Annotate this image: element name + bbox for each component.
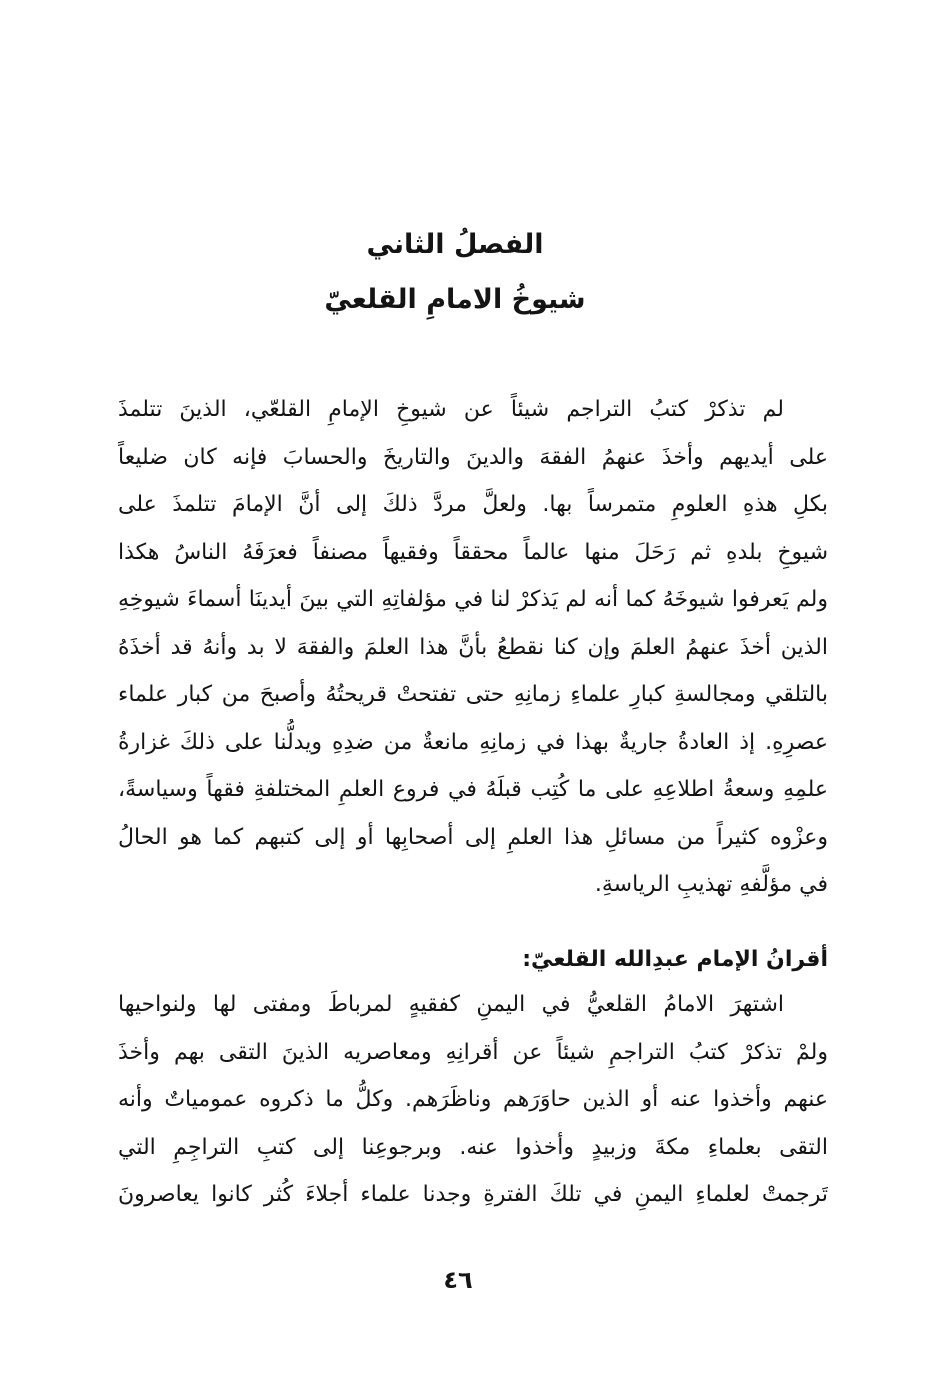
paragraph-line: ولم يَعرفوا شيوخَهُ كما أنه لم يَذكرْ لنا في مؤلفاتِهِ التي بينَ أيدينَا أسماءَ شيوخِهِ bbox=[118, 587, 828, 612]
chapter-title: شيوخُ الامامِ القلعيّ bbox=[324, 284, 586, 315]
paragraph-line: اشتهرَ الامامُ القلعيُّ في اليمنِ كفقيهٍ لمرباطَ ومفتى لها ولنواحيها bbox=[118, 992, 784, 1017]
section-heading: أقرانُ الإمام عبدِالله القلعيّ: bbox=[522, 947, 828, 972]
paragraph-line: التقى بعلماءِ مكةَ وزبيدٍ وأخذوا عنه. وبرجوعِنا إلى كتبِ التراجِمِ التي bbox=[118, 1134, 828, 1160]
paragraph-line: الذين أخذَ عنهمُ العلمَ وإن كنا نقطعُ بأنَّ هذا العلمَ والفقهَ لا بد وأنهُ قد أخذَهُ bbox=[118, 634, 828, 660]
paragraph-line: على أيديهم وأخذَ عنهمُ الفقهَ والدينَ والتاريخَ والحسابَ فإنه كان ضليعاً bbox=[118, 444, 828, 470]
paragraph-shuyukh bbox=[118, 386, 828, 909]
paragraph-line: علمِهِ وسعةُ اطلاعِهِ على ما كُتِب قبلَهُ في فروع العلمِ المختلفةِ فقهاً وسياسةً، bbox=[118, 777, 828, 802]
paragraph-line: لم تذكرْ كتبُ التراجم شيئاً عن شيوخِ الإمامِ القلعّي، الذينَ تتلمذَ bbox=[118, 397, 784, 422]
paragraph-line: وعزْوه كثيراً من مسائلِ هذا العلمِ إلى أصحابِها أو إلى كتبهم كما هو الحالُ bbox=[118, 824, 828, 850]
page-number: ٤٦ bbox=[443, 1266, 473, 1294]
chapter-label: الفصلُ الثاني bbox=[366, 229, 544, 260]
paragraph-line: بكلِ هذهِ العلومِ متمرساً بها. ولعلَّ مردَّ ذلكَ إلى أنَّ الإمامَ تتلمذَ على bbox=[118, 492, 828, 517]
paragraph-line: في مؤلَّفهِ تهذيبِ الرياسةِ. bbox=[594, 872, 828, 897]
paragraph-line: عنهم وأخذوا عنه أو الذين حاوَرَهم وناظَرَهم. وكلُّ ما ذكروه عمومياتٌ وأنه bbox=[118, 1087, 828, 1112]
paragraph-line: شيوخِ بلدهِ ثم رَحَلَ منها عالماً محققاً وفقيهاً مصنفاً فعرَفَهُ الناسُ هكذا bbox=[118, 539, 828, 565]
paragraph-aqran bbox=[118, 981, 828, 1219]
paragraph-line: عصرِهِ. إذ العادةُ جاريةٌ بهذا في زمانِهِ مانعةٌ من ضدِهِ ويدلُّنا على ذلكَ غزارةُ bbox=[118, 729, 828, 755]
paragraph-line: تَرجمتْ لعلماءِ اليمنِ في تلكَ الفترةِ وجدنا علماء أجلاءَ كُثر كانوا يعاصرونَ bbox=[118, 1182, 828, 1207]
paragraph-line: بالتلقي ومجالسةِ كبارِ علماءِ زمانِهِ حتى تفتحتْ قريحتُهُ وأصبحَ من كبار علماء bbox=[118, 682, 828, 707]
section-heading-block bbox=[118, 936, 828, 984]
paragraph-line: ولمْ تذكرْ كتبُ التراجمِ شيئاً عن أقرانِهِ ومعاصريه الذينَ التقى بهم وأخذَ bbox=[118, 1039, 828, 1065]
